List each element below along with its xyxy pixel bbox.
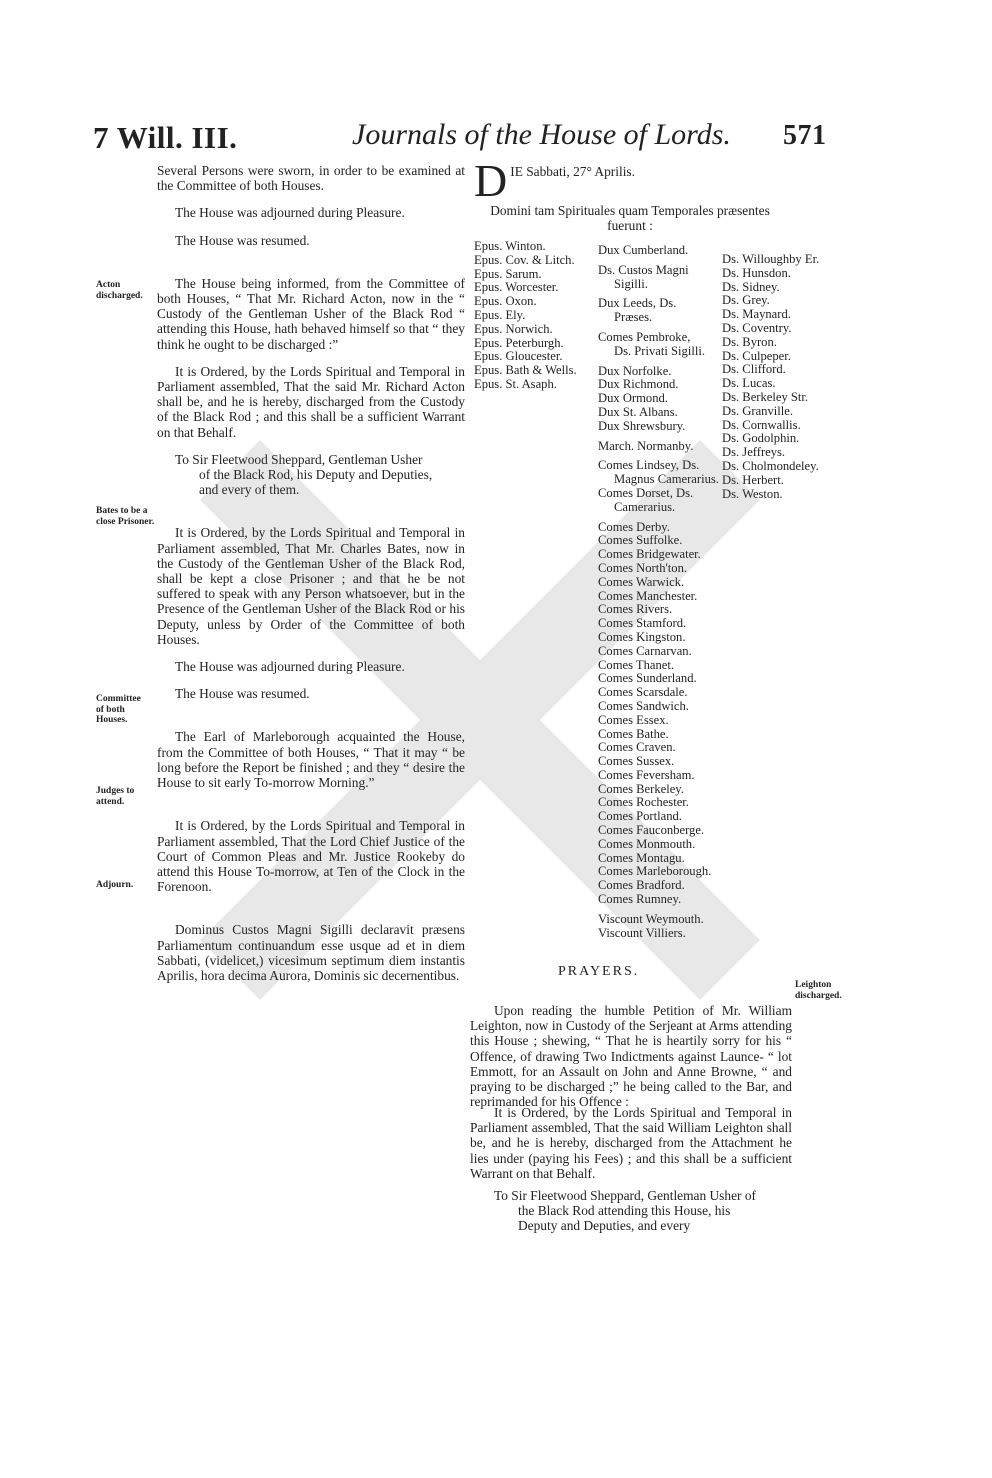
baron-entry: Ds. Grey. — [722, 293, 770, 308]
baron-entry: Ds. Granville. — [722, 403, 793, 418]
peer-entry: Comes Sandwich. — [598, 698, 689, 713]
margin-note-bates: Bates to be a close Prisoner. — [96, 506, 155, 527]
bishop-entry: Epus. Norwich. — [474, 321, 553, 336]
bishop-entry: Epus. Oxon. — [474, 294, 537, 309]
baron-entry: Ds. Willoughby Er. — [722, 252, 820, 266]
peer-entry: Comes Marleborough. — [598, 864, 712, 879]
dukes-earls-list — [598, 244, 719, 940]
page-number: 571 — [783, 120, 827, 151]
bishop-entry: Epus. St. Asaph. — [474, 376, 557, 391]
peer-entry: Magnus Camerarius. — [614, 472, 719, 487]
peer-entry: March. Normanby. — [598, 438, 694, 453]
peer-entry: Dux Ormond. — [598, 391, 668, 406]
peer-entry: Comes Thanet. — [598, 657, 675, 672]
peer-entry: Viscount Villiers. — [598, 925, 686, 940]
bishop-entry: Epus. Winton. — [474, 239, 546, 253]
baron-entry: Ds. Berkeley Str. — [722, 389, 809, 404]
peer-entry: Præses. — [614, 310, 653, 325]
peer-entry: Comes Portland. — [598, 809, 682, 824]
baron-entry: Ds. Culpeper. — [722, 348, 791, 363]
prayers-heading: PRAYERS. — [558, 964, 640, 979]
address-paragraph: To Sir Fleetwood Sheppard, Gentleman Usher of the Black Rod, his Deputy and Deputies, and every of them. — [175, 451, 433, 498]
margin-note-committee: Committee of both Houses. — [96, 694, 141, 725]
paragraph: It is Ordered, by the Lords Spiritual and Temporal in Parliament assembled, That the said Mr. Richard Acton shall be, and he is hereby, discharged from the Custody of the Black Rod ; and this shall be a sufficient Warrant on that Behalf. — [157, 363, 465, 440]
peer-entry: Dux Leeds, Ds. — [598, 296, 677, 311]
peer-entry: Comes Rivers. — [598, 602, 673, 617]
peer-entry: Comes Kingston. — [598, 629, 686, 644]
baron-entry: Ds. Clifford. — [722, 362, 786, 377]
address-paragraph: To Sir Fleetwood Sheppard, Gentleman Usher of the Black Rod attending this House, his Deputy and Deputies, and every — [494, 1188, 756, 1234]
peer-entry: Sigilli. — [614, 276, 648, 291]
date-dropcap: D — [474, 155, 508, 206]
baron-entry: Ds. Weston. — [722, 486, 783, 501]
margin-note-leighton: Leighton discharged. — [795, 980, 842, 1001]
peer-entry: Viscount Weymouth. — [598, 911, 704, 926]
peer-entry: Comes Lindsey, Ds. — [598, 458, 700, 473]
peer-entry: Comes Scarsdale. — [598, 685, 688, 700]
bishops-list — [474, 240, 577, 392]
date-text: IE Sabbati, 27° Aprilis. — [510, 164, 635, 179]
petition-paragraph: Upon reading the humble Petition of Mr. William Leighton, now in Custody of the Serjeant at Arms attending this House ; shewing, “ That he is heartily sorry for his “ Offence, of drawing Two Indictments against Launce- “ lot Emmott, for an Assault on John and Anne Browne, “ and praying to be discharged ;” he being called to the Bar, and reprimanded for his Offence : — [470, 1003, 792, 1110]
peer-entry: Comes Montagu. — [598, 850, 685, 865]
peer-entry: Camerarius. — [614, 499, 676, 514]
peer-entry: Ds. Privati Sigilli. — [614, 343, 705, 358]
peer-entry: Comes North'ton. — [598, 560, 688, 575]
barons-list — [722, 253, 819, 501]
paragraph: It is Ordered, by the Lords Spiritual and Temporal in Parliament assembled, That the Lord Chief Justice of the Court of Common Pleas and Mr. Justice Rookeby do attend this House To-morrow, at Ten of the Clock in the Forenoon. — [157, 818, 465, 895]
peer-entry: Comes Bathe. — [598, 726, 669, 741]
paragraph: The House was resumed. — [175, 232, 310, 248]
peer-entry: Comes Warwick. — [598, 574, 685, 589]
margin-note-judges: Judges to attend. — [96, 786, 135, 807]
peer-entry: Comes Suffolke. — [598, 533, 683, 548]
margin-note-adjourn: Adjourn. — [96, 880, 134, 890]
paragraph: Several Persons were sworn, in order to be examined at the Committee of both Houses. — [157, 163, 465, 194]
peer-entry: Dux Cumberland. — [598, 243, 689, 257]
bishop-entry: Epus. Cov. & Litch. — [474, 252, 575, 267]
peer-entry: Comes Manchester. — [598, 588, 698, 603]
peer-entry: Dux Norfolke. — [598, 363, 672, 378]
paragraph: The House was adjourned during Pleasure. — [175, 659, 405, 675]
peer-entry: Comes Feversham. — [598, 767, 695, 782]
baron-entry: Ds. Cholmondeley. — [722, 458, 819, 473]
paragraph: The House being informed, from the Committee of both Houses, “ That Mr. Richard Acton, now in the “ Custody of the Gentleman Usher of the Black Rod “ attending this House, hath behaved himself so that “ they think he ought to be discharged :” — [157, 275, 465, 352]
peer-entry: Dux St. Albans. — [598, 404, 678, 419]
baron-entry: Ds. Cornwallis. — [722, 417, 801, 432]
peer-entry: Comes Derby. — [598, 519, 670, 534]
paragraph: Dominus Custos Magni Sigilli declaravit præsens Parliamentum continuandum esse usque ad et in diem Sabbati, (videlicet,) vicesimum septimum diem instantis Aprilis, hora decima Aurora, Dominis sic decernentibus. — [157, 922, 465, 983]
peer-entry: Comes Dorset, Ds. — [598, 485, 694, 500]
left-column — [157, 163, 465, 983]
margin-note-acton: Acton discharged. — [96, 280, 143, 301]
peer-entry: Comes Rochester. — [598, 795, 689, 810]
baron-entry: Ds. Sidney. — [722, 279, 780, 294]
baron-entry: Ds. Jeffreys. — [722, 445, 786, 460]
peer-entry: Comes Bradford. — [598, 878, 685, 893]
paragraph: The House was resumed. — [175, 686, 310, 702]
present-line: Domini tam Spirituales quam Temporales præsentes fuerunt : — [490, 203, 770, 233]
sitting-date — [474, 155, 794, 206]
baron-entry: Ds. Coventry. — [722, 320, 792, 335]
peer-entry: Comes Monmouth. — [598, 836, 696, 851]
peer-entry: Comes Bridgewater. — [598, 547, 701, 562]
paragraph: The Earl of Marleborough acquainted the House, from the Committee of both Houses, “ That it may “ be long before the Report be finished ; and they “ desire the House to sit early To-morrow Morning.” — [157, 729, 465, 791]
paragraph: It is Ordered, by the Lords Spiritual and Temporal in Parliament assembled, That Mr. Charles Bates, now in the Custody of the Gentleman Usher of the Black Rod, shall be kept a close Prisoner ; and that he be not suffered to speak with any Person whatsoever, but in the Presence of the Gentleman Usher of the Black Rod or his Deputy, unless by Order of the Committee of both Houses. — [157, 525, 465, 647]
peer-entry: Comes Carnarvan. — [598, 643, 692, 658]
order-paragraph: It is Ordered, by the Lords Spiritual and Temporal in Parliament assembled, That the said William Leighton shall be, and he is hereby, discharged from the Attachment he lies under (paying his Fees) ; and this shall be a sufficient Warrant on that Behalf. — [470, 1105, 792, 1181]
peer-entry: Comes Craven. — [598, 740, 676, 755]
baron-entry: Ds. Lucas. — [722, 376, 776, 391]
bishop-entry: Epus. Peterburgh. — [474, 335, 564, 350]
baron-entry: Ds. Herbert. — [722, 472, 784, 487]
peer-entry: Comes Sunderland. — [598, 671, 697, 686]
bishop-entry: Epus. Worcester. — [474, 280, 559, 295]
bishop-entry: Epus. Gloucester. — [474, 349, 563, 364]
baron-entry: Ds. Godolphin. — [722, 431, 800, 446]
peer-entry: Comes Berkeley. — [598, 781, 684, 796]
peer-entry: Ds. Custos Magni — [598, 262, 689, 277]
peer-entry: Comes Rumney. — [598, 892, 682, 907]
baron-entry: Ds. Maynard. — [722, 307, 791, 322]
peer-entry: Comes Fauconberge. — [598, 823, 705, 838]
peer-entry: Comes Pembroke, — [598, 329, 691, 344]
header-regnal-year: 7 Will. III. — [93, 120, 238, 155]
peer-entry: Comes Sussex. — [598, 754, 675, 769]
baron-entry: Ds. Byron. — [722, 334, 777, 349]
bishop-entry: Epus. Sarum. — [474, 266, 542, 281]
bishop-entry: Epus. Bath & Wells. — [474, 363, 577, 378]
peer-entry: Comes Stamford. — [598, 616, 687, 631]
peer-entry: Comes Essex. — [598, 712, 669, 727]
paragraph: The House was adjourned during Pleasure. — [175, 205, 405, 221]
baron-entry: Ds. Hunsdon. — [722, 265, 791, 280]
page-title: Journals of the House of Lords. — [352, 118, 731, 151]
peer-entry: Dux Shrewsbury. — [598, 418, 686, 433]
bishop-entry: Epus. Ely. — [474, 307, 526, 322]
peer-entry: Dux Richmond. — [598, 377, 679, 392]
